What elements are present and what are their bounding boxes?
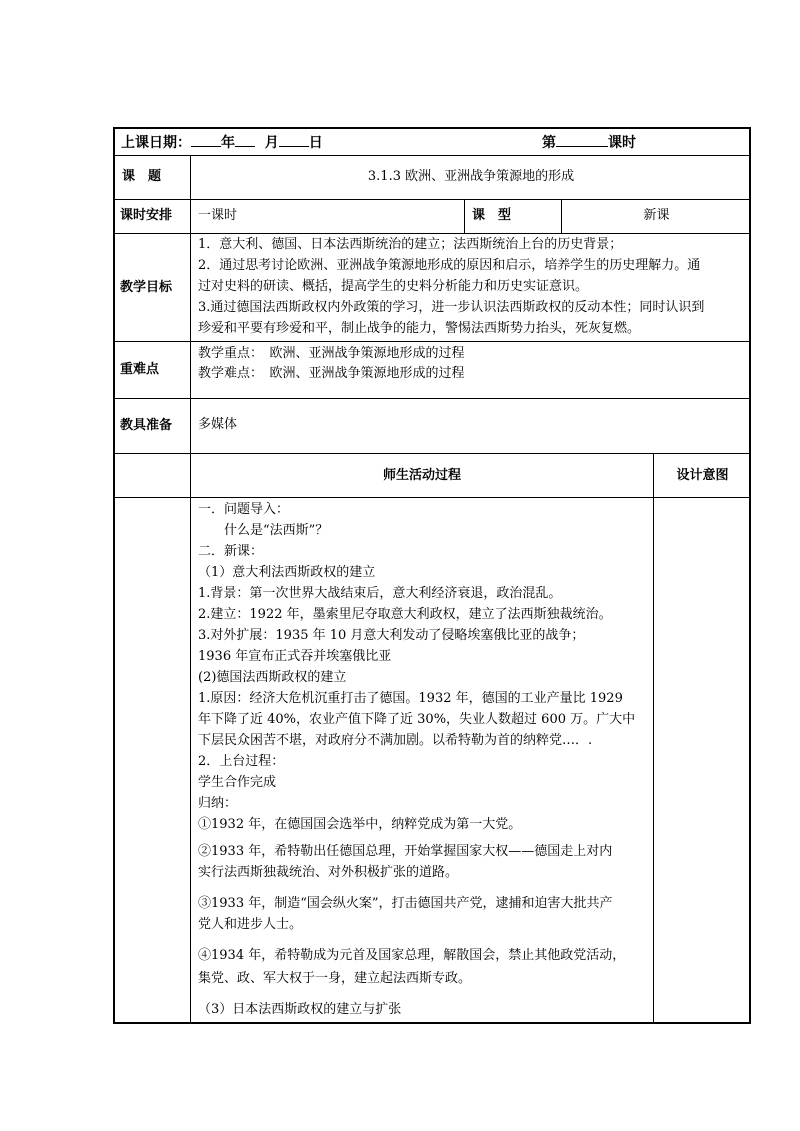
schedule-divider — [464, 199, 465, 233]
row-divider — [113, 453, 751, 454]
process-line: ④1934 年，希特勒成为元首及国家总理，解散国会，禁止其他政党活动， — [198, 948, 626, 963]
lesson-number-blank[interactable] — [556, 132, 608, 147]
goal-line: 珍爱和平要有珍爱和平，制止战争的能力，警惕法西斯势力抬头，死灰复燃。 — [198, 321, 641, 336]
row-divider — [113, 199, 751, 200]
process-header: 师生活动过程 — [382, 468, 461, 483]
tools-value: 多媒体 — [198, 417, 238, 432]
intent-header: 设计意图 — [676, 468, 729, 483]
keypoint-difficulty: 教学难点： 欧洲、亚洲战争策源地形成的过程 — [198, 366, 465, 381]
goal-line: 1．意大利、德国、日本法西斯统治的建立；法西斯统治上台的历史背景； — [198, 237, 623, 252]
label-column-divider — [190, 155, 191, 1023]
process-line: 什么是“法西斯”？ — [198, 523, 329, 538]
intent-column-divider — [653, 453, 654, 1023]
schedule-label: 课时安排 — [120, 208, 173, 223]
row-divider — [113, 398, 751, 399]
row-divider — [113, 497, 751, 498]
process-line: （1）意大利法西斯政权的建立 — [198, 565, 376, 580]
process-line: 2.建立：1922 年，墨索里尼夺取意大利政权，建立了法西斯独裁统治。 — [198, 607, 612, 622]
process-line: 下层民众困苦不堪，对政府分不满加剧。以希特勒为首的纳粹党…．. — [198, 733, 593, 748]
lesson-suffix: 课时 — [608, 135, 636, 151]
process-line: 党人和进步人士。 — [198, 917, 303, 932]
process-line: 实行法西斯独裁统治、对外积极扩张的道路。 — [198, 865, 459, 880]
process-line: 1.背景：第一次世界大战结束后，意大利经济衰退，政治混乱。 — [198, 586, 562, 601]
date-line — [121, 132, 323, 152]
year-blank[interactable] — [191, 132, 221, 147]
process-line: 2．上台过程： — [198, 754, 285, 769]
row-divider — [113, 233, 751, 234]
process-line: (2)德国法西斯政权的建立 — [198, 670, 347, 685]
process-line: 一．问题导入： — [198, 502, 290, 517]
goal-line: 过对史料的研读、概括，提高学生的史料分析能力和历史实证意识。 — [198, 279, 589, 294]
keypoint-focus: 教学重点： 欧洲、亚洲战争策源地形成的过程 — [198, 346, 465, 361]
day-label: 日 — [308, 135, 323, 151]
process-line: 学生合作完成 — [198, 775, 277, 790]
process-line: ③1933 年，制造“国会纵火案”，打击德国共产党，逮捕和迫害大批共产 — [198, 896, 613, 911]
goal-line: 3.通过德国法西斯政权内外政策的学习，进一步认识法西斯政权的反动本性；同时认识到 — [198, 300, 705, 315]
year-label: 年 — [221, 135, 235, 151]
row-divider — [113, 155, 751, 156]
schedule-value: 一课时 — [198, 208, 238, 223]
process-line: 归纳： — [198, 796, 238, 811]
date-label: 上课日期： — [121, 135, 191, 151]
process-line: 3.对外扩展：1935 年 10 月意大利发动了侵略埃塞俄比亚的战争； — [198, 628, 585, 643]
month-label: 月 — [264, 135, 279, 151]
lesson-prefix: 第 — [542, 135, 556, 151]
process-line: 集党、政、军大权于一身，建立起法西斯专政。 — [198, 971, 472, 986]
topic-value: 3.1.3 欧洲、亚洲战争策源地的形成 — [367, 169, 575, 184]
process-line: ①1932 年，在德国国会选举中，纳粹党成为第一大党。 — [198, 817, 522, 832]
topic-label: 课 题 — [122, 169, 162, 184]
row-divider — [113, 341, 751, 342]
type-value: 新课 — [643, 208, 670, 223]
process-line: ②1933 年，希特勒出任德国总理，开始掌握国家大权——德国走上对内 — [198, 844, 613, 859]
process-line: 二．新课： — [198, 544, 264, 559]
goals-label: 教学目标 — [120, 280, 173, 295]
month-blank[interactable] — [235, 132, 255, 147]
day-blank[interactable] — [279, 132, 309, 147]
process-line: 1.原因：经济大危机沉重打击了德国。1932 年，德国的工业产量比 1929 — [198, 691, 623, 706]
process-line: （3）日本法西斯政权的建立与扩张 — [198, 1002, 402, 1017]
process-line: 1936 年宣布正式吞并埃塞俄比亚 — [198, 649, 392, 664]
process-line: 年下降了近 40%，农业产值下降了近 30%，失业人数超过 600 万。广大中 — [198, 712, 636, 727]
tools-label: 教具准备 — [120, 418, 173, 433]
goal-line: 2．通过思考讨论欧洲、亚洲战争策源地形成的原因和启示，培养学生的历史理解力。通 — [198, 258, 701, 273]
type-label: 课 型 — [472, 208, 512, 223]
lesson-number-line — [542, 132, 636, 152]
keypoints-label: 重难点 — [120, 362, 160, 377]
